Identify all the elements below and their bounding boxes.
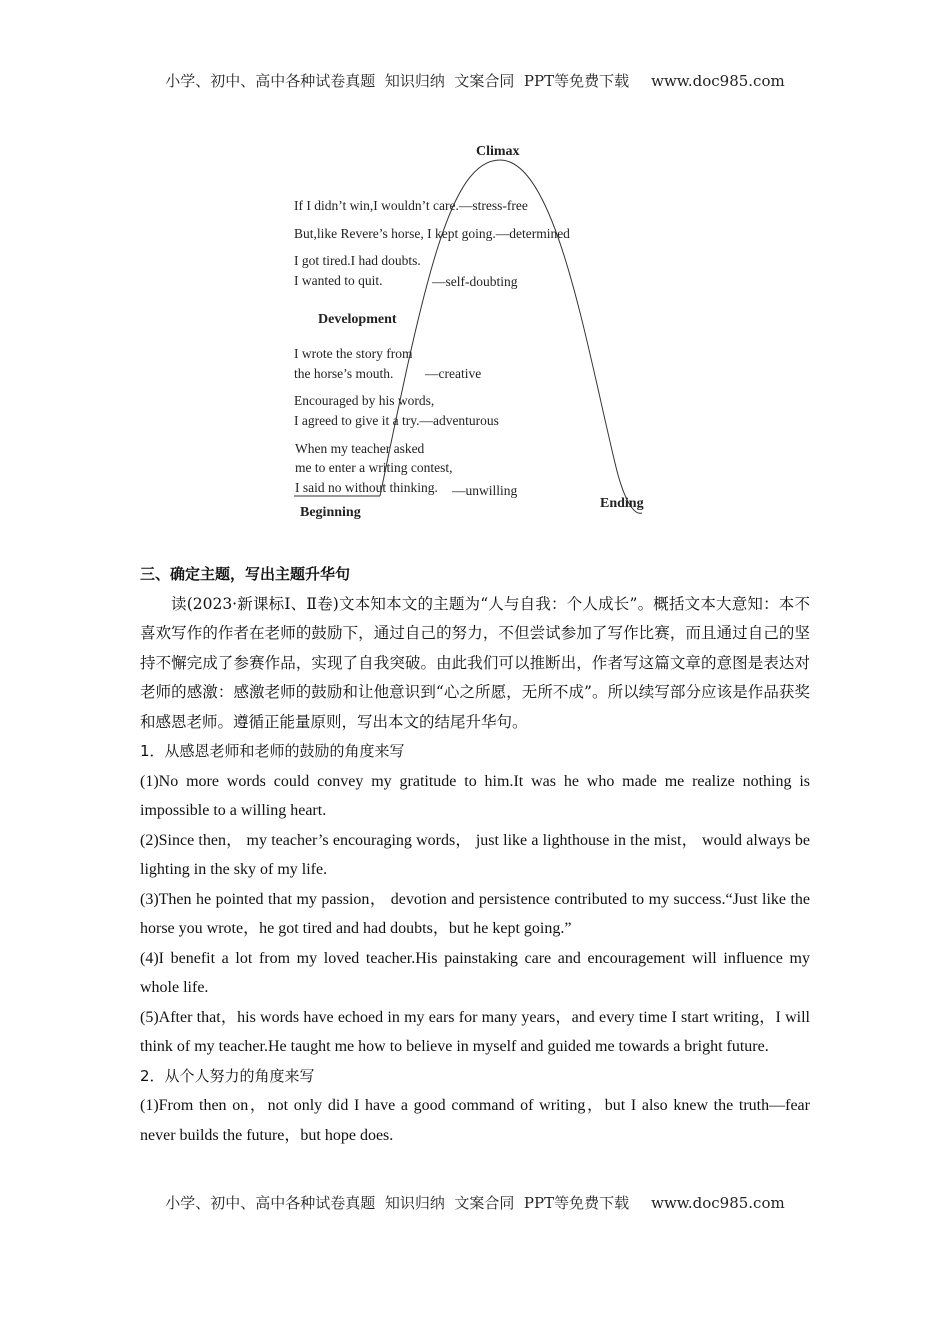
line-horse-mouth: the horse’s mouth.: [294, 366, 394, 381]
ending-label: Ending: [600, 496, 644, 511]
line-teacher-asked: When my teacher asked: [295, 441, 425, 456]
line-self-doubting: —self-doubting: [432, 274, 518, 289]
line-encouraged: Encouraged by his words,: [294, 393, 435, 408]
header-text: 小学、初中、高中各种试卷真题 知识归纳 文案合同 PPT等免费下载: [165, 72, 630, 90]
sentence-item: (1)No more words could convey my gratitude to him.It was he who made me realize nothing is impossible to a willing heart.: [140, 772, 810, 819]
line-tired: I got tired.I had doubts.: [294, 253, 421, 268]
story-arc-diagram: [280, 138, 680, 528]
line-creative: —creative: [425, 366, 482, 381]
subheading-effort: 2．从个人努力的角度来写: [140, 1066, 315, 1085]
line-said-no: I said no without thinking.: [295, 480, 438, 495]
line-stress-free: If I didn’t win,I wouldn’t care.—stress-free: [294, 198, 528, 213]
footer-text: 小学、初中、高中各种试卷真题 知识归纳 文案合同 PPT等免费下载: [165, 1194, 630, 1212]
line-adventurous: I agreed to give it a try.—adventurous: [294, 413, 499, 428]
line-unwilling: —unwilling: [452, 483, 518, 498]
footer-site[interactable]: www.doc985.com: [651, 1194, 785, 1212]
page-footer: [0, 1192, 950, 1213]
sentence-item: (5)After that，his words have echoed in my ears for many years，and every time I start writing，I will think of my teacher.He taught me how to believe in myself and guided me towards a bright future.: [140, 1008, 810, 1055]
page-header: [0, 70, 950, 91]
line-writing-contest: me to enter a writing contest,: [295, 460, 453, 475]
sentence-item: (1)From then on，not only did I have a good command of writing，but I also knew the truth—fear never builds the future，but hope does.: [140, 1097, 810, 1144]
climax-label: Climax: [476, 144, 520, 159]
section-heading: 三、确定主题，写出主题升华句: [140, 565, 351, 583]
line-determined: But,like Revere’s horse, I kept going.—determined: [294, 226, 570, 241]
sentence-item: (2)Since then， my teacher’s encouraging words， just like a lighthouse in the mist， would always be lighting in the sky of my life.: [140, 831, 810, 878]
intro-paragraph: 读(2023·新课标Ⅰ、Ⅱ卷)文本知本文的主题为“人与自我：个人成长”。概括文本大意知：本不喜欢写作的作者在老师的鼓励下，通过自己的努力，不但尝试参加了写作比赛，而且通过自己的坚持不懈完成了参赛作品，实现了自我突破。由此我们可以推断出，作者写这篇文章的意图是表达对老师的感激：感激老师的鼓励和让他意识到“心之所愿，无所不成”。所以续写部分应该是作品获奖和感恩老师。遵循正能量原则，写出本文的结尾升华句。: [140, 594, 810, 731]
development-label: Development: [318, 312, 397, 327]
main-content: [140, 560, 810, 1150]
header-site[interactable]: www.doc985.com: [651, 72, 785, 90]
sentence-item: (3)Then he pointed that my passion， devotion and persistence contributed to my success.“Just like the horse you wrote，he got tired and had doubts，but he kept going.”: [140, 890, 810, 937]
beginning-label: Beginning: [300, 505, 361, 520]
sentence-item: (4)I benefit a lot from my loved teacher.His painstaking care and encouragement will influence my whole life.: [140, 949, 810, 996]
line-wrote-story: I wrote the story from: [294, 346, 413, 361]
line-quit: I wanted to quit.: [294, 273, 383, 288]
subheading-teacher: 1．从感恩老师和老师的鼓励的角度来写: [140, 742, 405, 760]
